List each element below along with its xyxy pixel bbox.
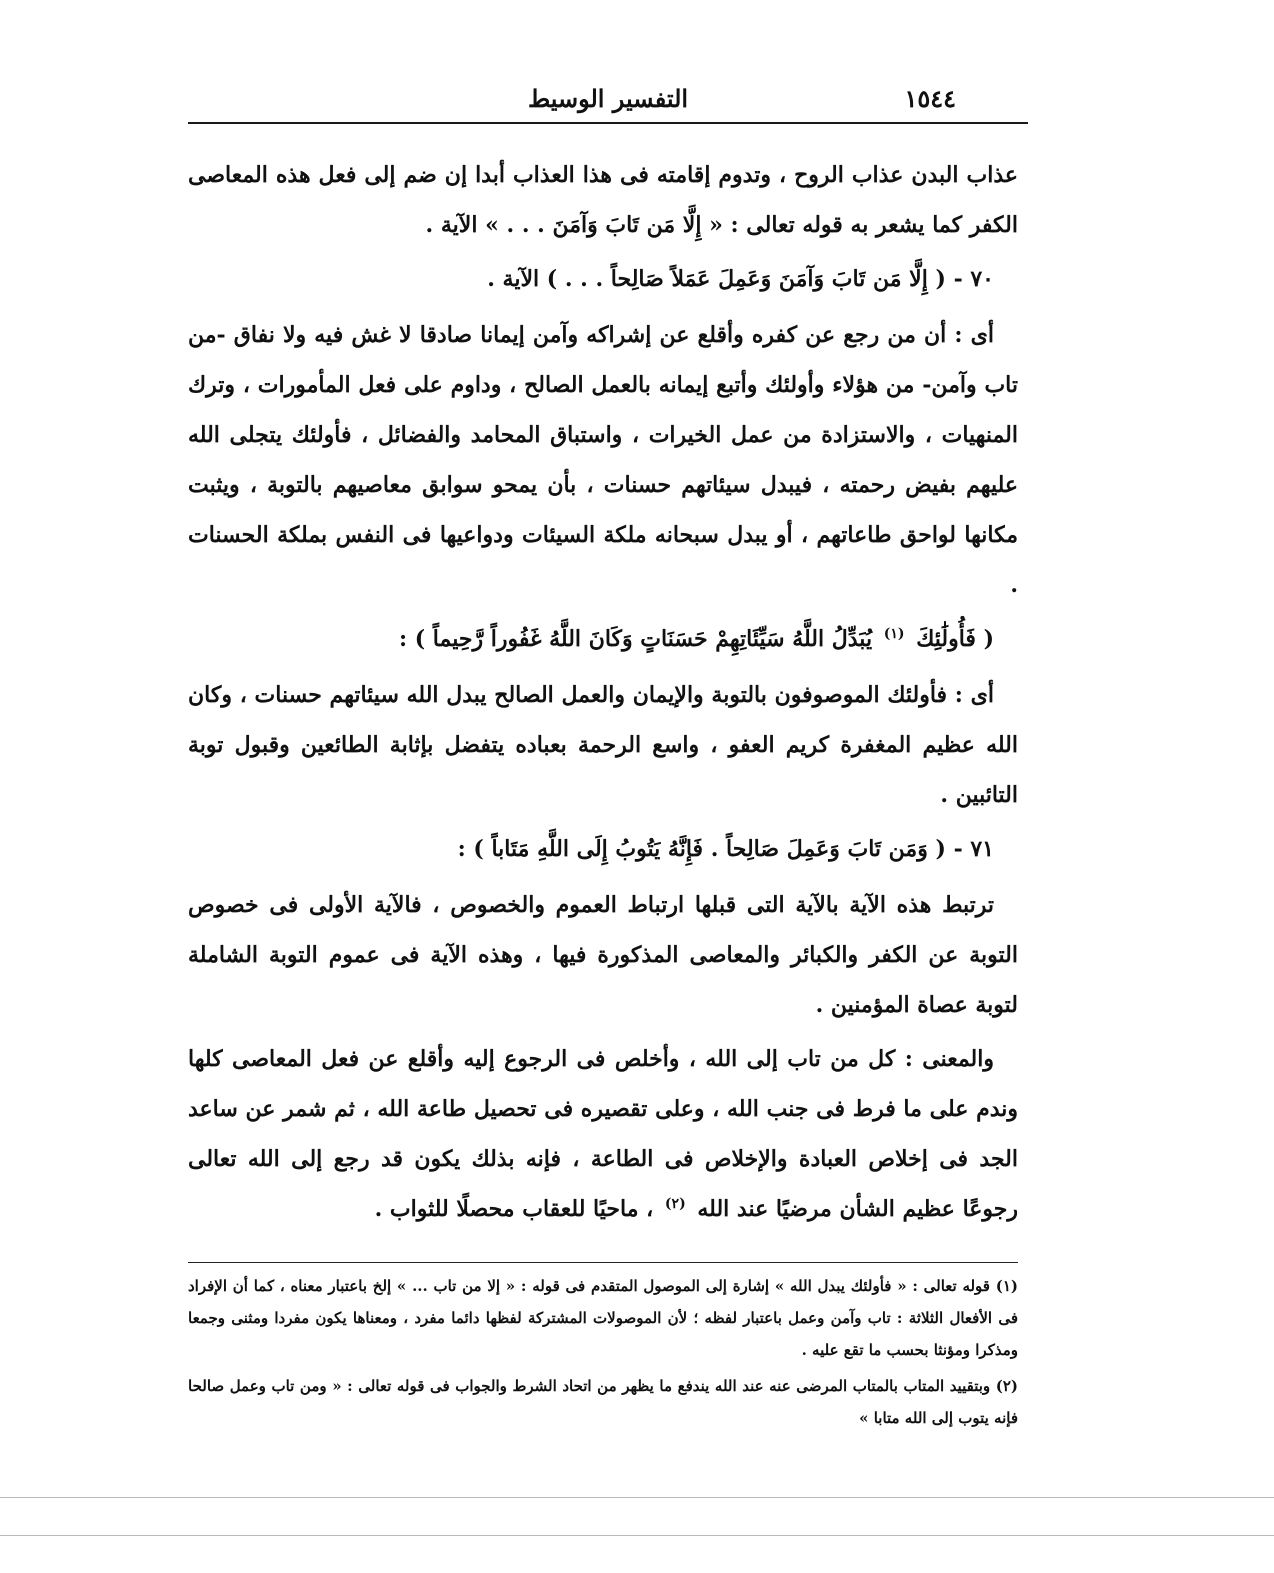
running-title: التفسير الوسيط [527, 84, 689, 113]
footnote: (٢) وبتقييد المتاب بالمتاب المرضى عنه عند الله يندفع ما يظهر من اتحاد الشرط والجواب فى قوله تعالى : « ومن تاب وعمل صالحا فإنه يتوب إلى الله متابا » [188, 1377, 1018, 1427]
paragraph: أى : أن من رجع عن كفره وأقلع عن إشراكه وآمن إيمانا صادقا لا غش فيه ولا نفاق -من تاب وآمن- من هؤلاء وأولئك وأتبع إيمانه بالعمل الصالح ، وداوم على فعل المأمورات ، وترك المنهيات ، والاستزادة من عمل الخيرات ، واستباق المحامد والفضائل ، فأولئك يتجلى الله عليهم بفيض رحمته ، فيبدل سيئاتهم حسنات ، بأن يمحو سوابق معاصيهم بالتوبة ، ويثبت مكانها لواحق طاعاتهم ، أو يبدل سبحانه ملكة السيئات ودواعيها فى النفس بملكة الحسنات . [188, 322, 1018, 598]
footnote: (١) قوله تعالى : « فأولئك يبدل الله » إشارة إلى الموصول المتقدم فى قوله : « إلا من تاب ... » إلخ باعتبار معناه ، كما أن الإفراد فى الأفعال الثلاثة : تاب وآمن وعمل باعتبار لفظه ؛ لأن الموصولات المشتركة لفظها دائما مفرد ، ومعناها يكون مفردا ومثنى وجمعا ومذكرا ومؤنثا بحسب ما تقع عليه . [188, 1277, 1018, 1359]
footnotes [188, 1270, 1018, 1438]
page-header [188, 78, 1028, 120]
header-rule [188, 122, 1028, 124]
paragraph: أى : فأولئك الموصوفون بالتوبة والإيمان والعمل الصالح يبدل الله سيئاتهم حسنات ، وكان الله عظيم المغفرة كريم العفو ، واسع الرحمة بعباده يتفضل بإثابة الطائعين وقبول توبة التائبين . [188, 682, 1018, 808]
paragraph: عذاب البدن عذاب الروح ، وتدوم إقامته فى هذا العذاب أبدا إن ضم إلى فعل هذه المعاصى الكفر كما يشعر به قوله تعالى : « إِلَّا مَن تَابَ وَآمَنَ . . . » الآية . [188, 162, 1018, 238]
paragraph-text-start: والمعنى : كل من تاب إلى الله ، وأخلص فى الرجوع إليه وأقلع عن فعل المعاصى كلها وندم على ما فرط فى جنب الله ، وعلى تقصيره فى تحصيل طاعة الله ، ثم شمر عن ساعد الجد فى إخلاص العبادة والإخلاص فى الطاعة ، فإنه بذلك يكون قد رجع إلى الله تعالى رجوعًا عظيم الشأن مرضيًا عند الله [188, 1046, 1018, 1222]
verse-heading [188, 614, 1018, 664]
footnote-ref[interactable]: (٢) [664, 1195, 686, 1212]
verse-text-start: ( فَأُولَٰئِكَ [916, 626, 994, 652]
verse-heading: ٧٠ - ( إِلَّا مَن تَابَ وَآمَنَ وَعَمِلَ عَمَلاً صَالِحاً . . . ) الآية . [487, 266, 994, 292]
main-text [188, 150, 1018, 1238]
verse-text-end: يُبَدِّلُ اللَّهُ سَيِّئَاتِهِمْ حَسَنَاتٍ وَكَانَ اللَّهُ غَفُوراً رَّحِيماً ) : [398, 626, 873, 652]
paragraph [188, 1034, 1018, 1234]
footnote-rule [188, 1262, 1018, 1263]
page-number: ١٥٤٤ [904, 84, 956, 113]
footnote-ref[interactable]: (١) [883, 625, 905, 642]
verse-heading: ٧١ - ( وَمَن تَابَ وَعَمِلَ صَالِحاً . فَإِنَّهُ يَتُوبُ إِلَى اللَّهِ مَتَاباً ) : [457, 836, 994, 862]
scan-artifact-line [0, 1535, 1274, 1536]
paragraph: ترتبط هذه الآية بالآية التى قبلها ارتباط العموم والخصوص ، فالآية الأولى فى خصوص التوبة عن الكفر والكبائر والمعاصى المذكورة فيها ، وهذه الآية فى عموم التوبة الشاملة لتوبة عصاة المؤمنين . [188, 892, 1018, 1018]
paragraph-text-end: ، ماحيًا للعقاب محصلًا للثواب . [374, 1196, 654, 1222]
scan-artifact-line [0, 1497, 1274, 1498]
